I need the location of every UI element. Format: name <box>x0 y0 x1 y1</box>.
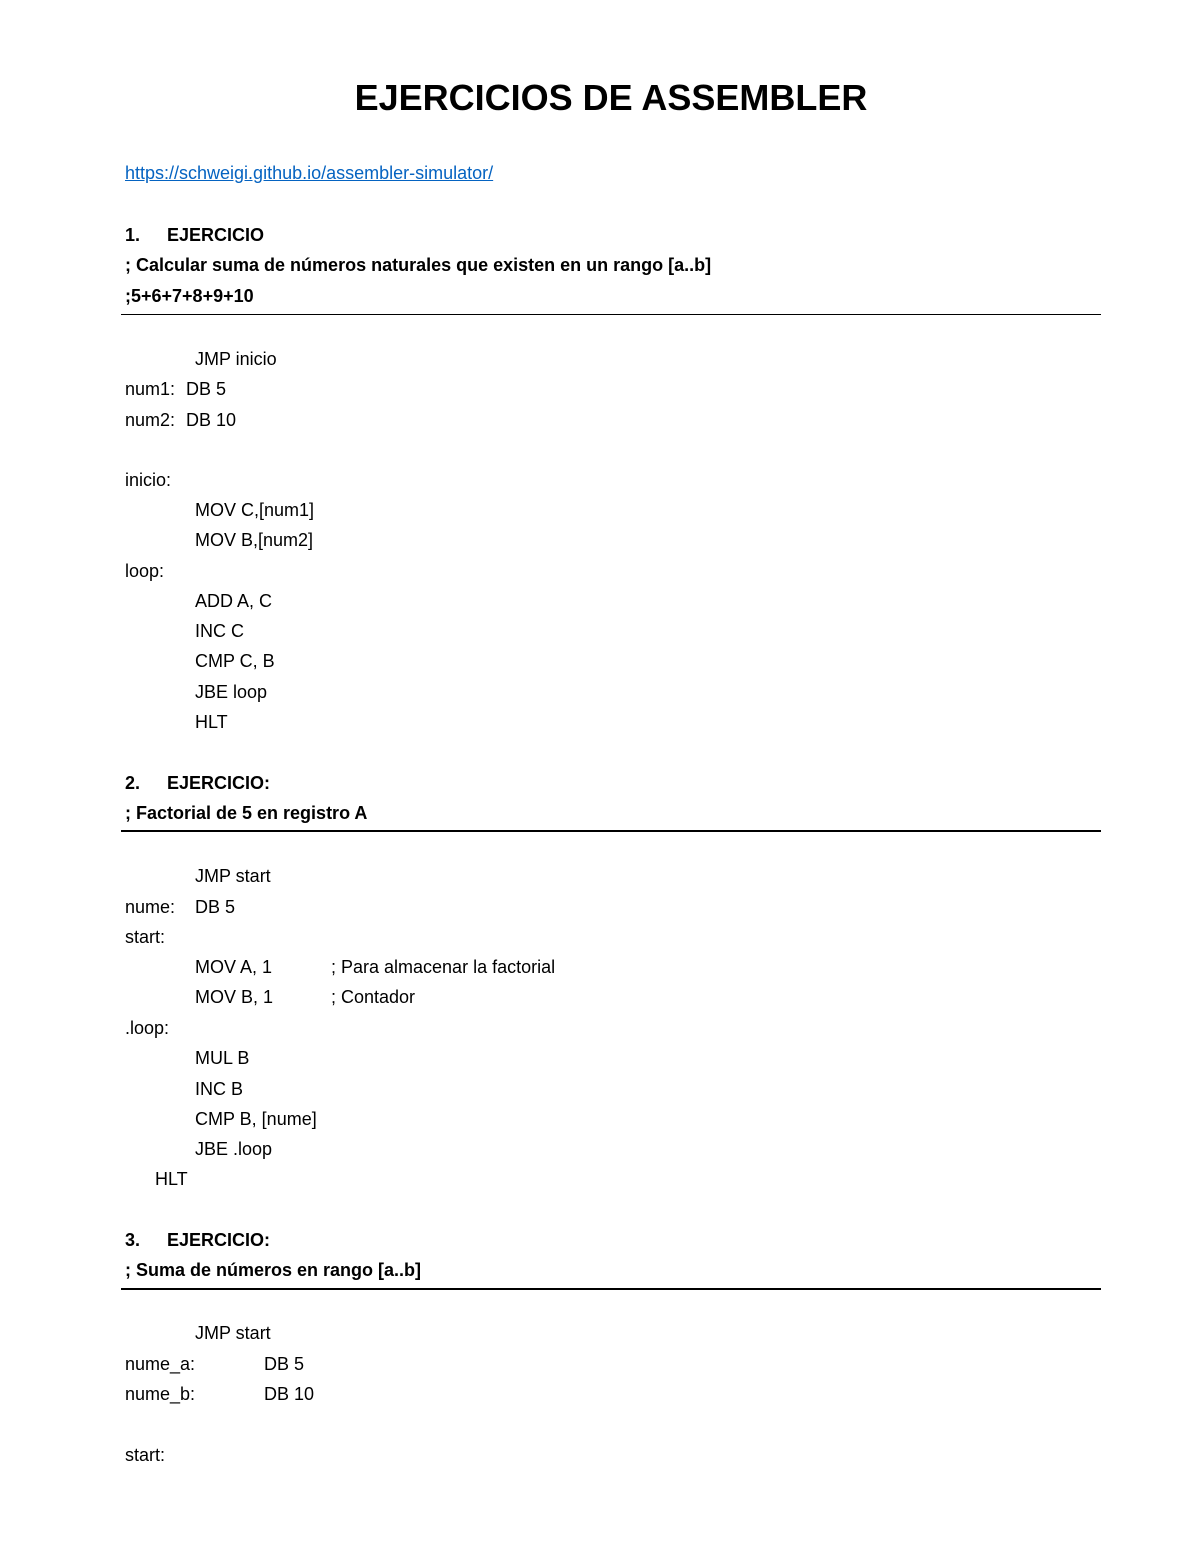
exercise-1-divider <box>121 314 1101 315</box>
exercise-3-heading <box>125 1229 270 1251</box>
ex2-code-mov-a-comment: ; Para almacenar la factorial <box>331 957 556 977</box>
ex3-code-nume-b-value: DB 10 <box>264 1384 315 1404</box>
ex3-code-jmp: JMP start <box>195 1323 271 1343</box>
exercise-2-number: 2. <box>125 773 141 793</box>
ex1-code-hlt: HLT <box>195 712 228 732</box>
ex2-code-start-label: start: <box>125 927 166 947</box>
exercise-2-heading <box>125 772 270 794</box>
ex2-code-mul: MUL B <box>195 1048 250 1068</box>
ex1-code-inicio-label: inicio: <box>125 470 172 490</box>
exercise-3-divider <box>121 1288 1101 1290</box>
ex2-code-cmp: CMP B, [nume] <box>195 1109 317 1129</box>
exercise-3-number: 3. <box>125 1230 141 1250</box>
ex1-code-num1-label: num1: <box>125 379 176 399</box>
ex2-code-mov-a: MOV A, 1 <box>195 957 273 977</box>
exercise-1-number: 1. <box>125 225 141 245</box>
page-title: EJERCICIOS DE ASSEMBLER <box>354 77 868 118</box>
simulator-link[interactable]: https://schweigi.github.io/assembler-simulator/ <box>125 163 494 183</box>
ex1-code-jmp: JMP inicio <box>195 349 277 369</box>
ex1-code-mov-b: MOV B,[num2] <box>195 530 314 550</box>
exercise-3-comment-1: ; Suma de números en rango [a..b] <box>125 1260 422 1280</box>
ex2-code-jmp: JMP start <box>195 866 271 886</box>
ex1-code-loop-label: loop: <box>125 561 165 581</box>
exercise-1-title: EJERCICIO <box>167 225 265 245</box>
ex2-code-nume-value: DB 5 <box>195 897 236 917</box>
ex3-code-nume-a-label: nume_a: <box>125 1354 196 1374</box>
ex1-code-jbe: JBE loop <box>195 682 268 702</box>
ex2-code-hlt: HLT <box>155 1169 188 1189</box>
ex1-code-num1-value: DB 5 <box>186 379 227 399</box>
ex2-code-nume-label: nume: <box>125 897 176 917</box>
ex1-code-mov-c: MOV C,[num1] <box>195 500 315 520</box>
exercise-1-comment-1: ; Calcular suma de números naturales que existen en un rango [a..b] <box>125 255 712 275</box>
exercise-1-heading <box>125 224 264 246</box>
ex1-code-add: ADD A, C <box>195 591 273 611</box>
ex2-code-mov-b-comment: ; Contador <box>331 987 416 1007</box>
ex3-code-start-label: start: <box>125 1445 166 1465</box>
exercise-1-comment-2: ;5+6+7+8+9+10 <box>125 286 254 306</box>
exercise-2-divider <box>121 830 1101 832</box>
exercise-3-title: EJERCICIO: <box>167 1230 271 1250</box>
ex2-code-loop-label: .loop: <box>125 1018 170 1038</box>
ex1-code-num2-label: num2: <box>125 410 176 430</box>
ex1-code-cmp: CMP C, B <box>195 651 275 671</box>
ex2-code-jbe: JBE .loop <box>195 1139 273 1159</box>
ex1-code-num2-value: DB 10 <box>186 410 237 430</box>
ex3-code-nume-a-value: DB 5 <box>264 1354 305 1374</box>
ex2-code-inc: INC B <box>195 1079 244 1099</box>
exercise-2-title: EJERCICIO: <box>167 773 271 793</box>
ex2-code-mov-b: MOV B, 1 <box>195 987 274 1007</box>
exercise-2-comment-1: ; Factorial de 5 en registro A <box>125 803 368 823</box>
ex3-code-nume-b-label: nume_b: <box>125 1384 196 1404</box>
ex1-code-inc: INC C <box>195 621 244 641</box>
